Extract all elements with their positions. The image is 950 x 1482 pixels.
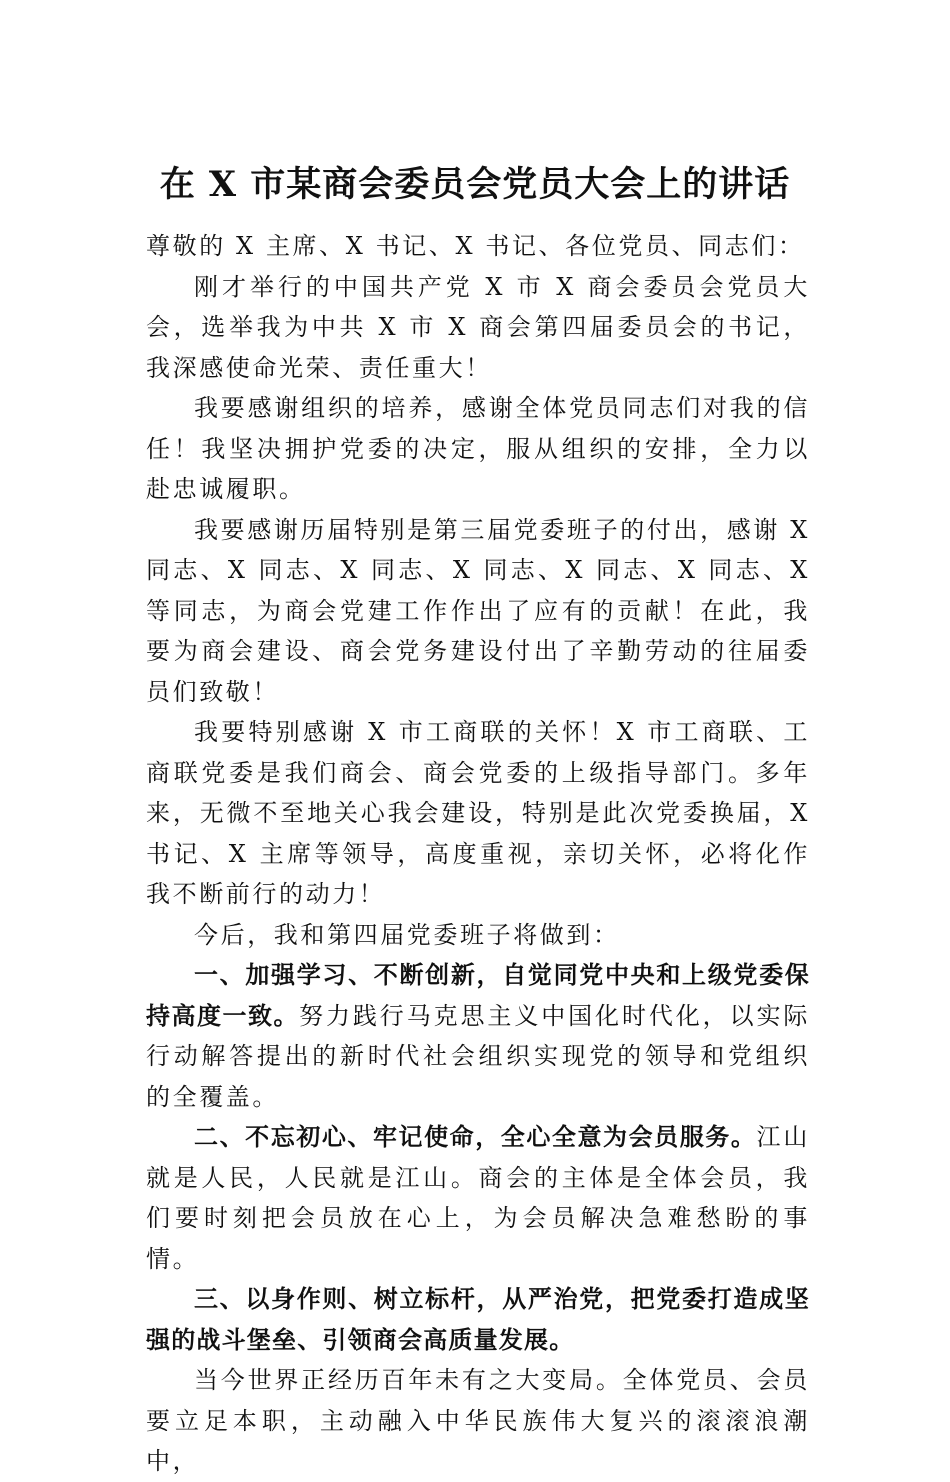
point-3 bbox=[146, 1279, 810, 1360]
point-2 bbox=[146, 1117, 810, 1279]
document-title: 在 X 市某商会委员会党员大会上的讲话 bbox=[159, 164, 791, 205]
paragraph-5: 今后，我和第四届党委班子将做到： bbox=[194, 920, 620, 949]
closing-paragraph: 当今世界正经历百年未有之大变局。全体党员、会员要立足本职，主动融入中华民族伟大复兴的滚滚浪潮中， bbox=[146, 1366, 810, 1475]
point-1-heading: 一、加强学习、不断创新，自觉同党中央和上级党委保持高度一致。 bbox=[146, 961, 810, 1030]
point-2-text: 江山就是人民，人民就是江山。商会的主体是全体会员，我们要时刻把会员放在心上，为会员解决急难愁盼的事情。 bbox=[146, 1123, 811, 1273]
paragraph-3: 我要感谢历届特别是第三届党委班子的付出，感谢 X 同志、X 同志、X 同志、X 同志、X 同志、X 同志、X 等同志，为商会党建工作作出了应有的贡献！在此，我要为商会建设、商会党务建设付出了辛勤劳动的往届委员们致敬！ bbox=[146, 515, 810, 706]
paragraph-4: 我要特别感谢 X 市工商联的关怀！X 市工商联、工商联党委是我们商会、商会党委的上级指导部门。多年来，无微不至地关心我会建设，特别是此次党委换届，X 书记、X 主席等领导，高度重视，亲切关怀，必将化作我不断前行的动力！ bbox=[146, 718, 810, 908]
point-2-heading: 二、不忘初心、牢记使命，全心全意为会员服务。 bbox=[194, 1123, 757, 1151]
point-1 bbox=[146, 955, 810, 1117]
point-3-heading: 三、以身作则、树立标杆，从严治党，把党委打造成坚强的战斗堡垒、引领商会高质量发展。 bbox=[146, 1285, 810, 1354]
paragraph-1: 刚才举行的中国共产党 X 市 X 商会委员会党员大会，选举我为中共 X 市 X 商会第四届委员会的书记，我深感使命光荣、责任重大！ bbox=[146, 272, 810, 382]
paragraph-2: 我要感谢组织的培养，感谢全体党员同志们对我的信任！我坚决拥护党委的决定，服从组织的安排，全力以赴忠诚履职。 bbox=[146, 394, 810, 503]
salutation: 尊敬的 X 主席、X 书记、X 书记、各位党员、同志们： bbox=[146, 232, 805, 260]
point-1-text: 努力践行马克思主义中国化时代化，以实际行动解答提出的新时代社会组织实现党的领导和党组织的全覆盖。 bbox=[146, 1001, 811, 1111]
document-body bbox=[146, 226, 810, 1482]
